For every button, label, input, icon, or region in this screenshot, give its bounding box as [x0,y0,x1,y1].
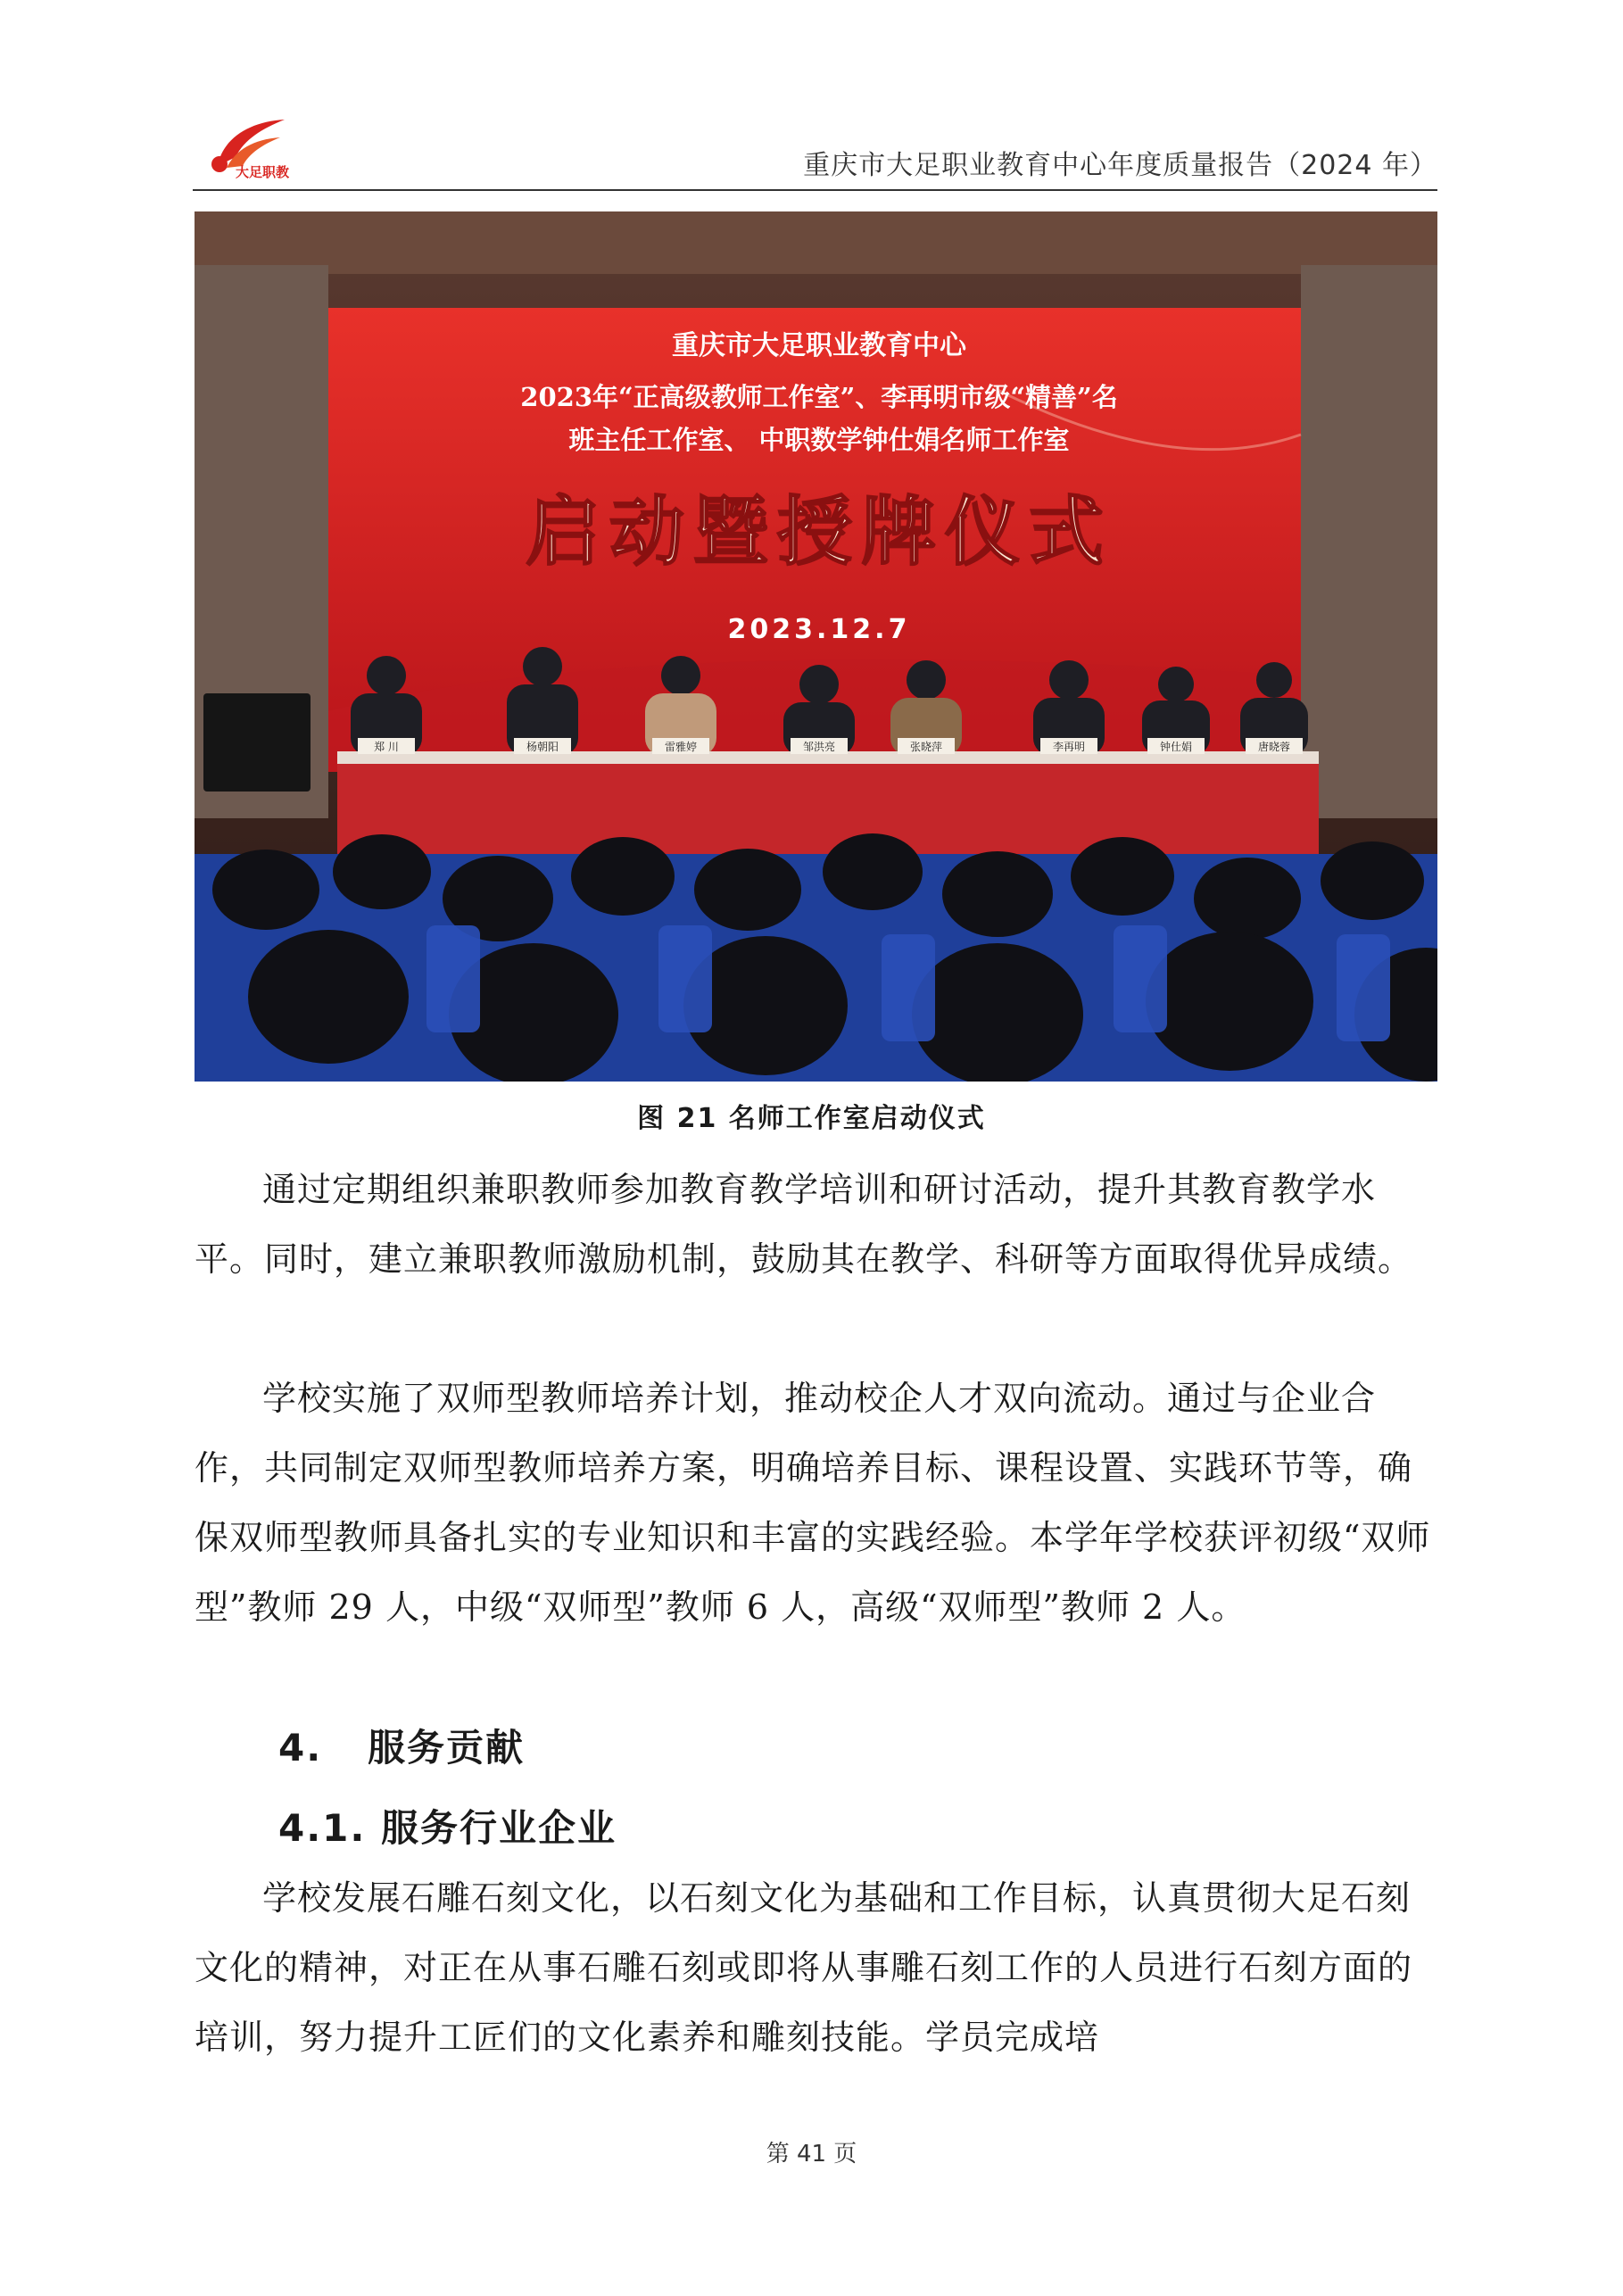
nameplate: 杨朝阳 [526,741,559,753]
school-logo [200,112,298,184]
nameplate: 唐晓蓉 [1257,741,1291,753]
banner-date: 2023.12.7 [727,614,911,645]
paragraph: 学校实施了双师型教师培养计划，推动校企人才双向流动。通过与企业合作，共同制定双师型教师培养方案，明确培养目标、课程设置、实践环节等，确保双师型教师具备扎实的专业知识和丰富的实践经验。本学年学校获评初级“双师型”教师 29 人，中级“双师型”教师 6 人，高级“双师型”教师 2 人。 [195,1379,1431,1627]
nameplate: 张晓萍 [909,741,943,753]
banner-line-1: 重庆市大足职业教育中心 [672,330,966,361]
paragraph: 通过定期组织兼职教师参加教育教学培训和研讨活动，提升其教育教学水平。同时，建立兼职教师激励机制，鼓励其在教学、科研等方面取得优异成绩。 [195,1170,1413,1279]
section-number: 4. [278,1726,323,1770]
section-title: 服务贡献 [368,1726,526,1770]
nameplate: 钟仕娟 [1159,741,1193,753]
banner-line-2: 2023年“正高级教师工作室”、李再明市级“精善”名 [520,382,1118,412]
page-header [193,107,1437,191]
figure-caption: 图 21 名师工作室启动仪式 [637,1103,986,1134]
nameplate: 郑 川 [374,741,399,753]
ceremony-photo [195,211,1437,1082]
svg-text:大足职教: 大足职教 [236,164,290,180]
banner-main-title: 启动暨授牌仪式 [525,487,1114,576]
nameplate: 雷雅婷 [664,741,698,753]
section-heading [278,1719,525,1772]
paragraph: 学校发展石雕石刻文化，以石刻文化为基础和工作目标，认真贯彻大足石刻文化的精神，对正在从事石雕石刻或即将从事雕石刻工作的人员进行石刻方面的培训，努力提升工匠们的文化素养和雕刻技能。学员完成培 [195,1878,1413,2057]
page-number: 第 41 页 [766,2141,857,2168]
nameplate: 李再明 [1052,741,1086,753]
report-title: 重庆市大足职业教育中心年度质量报告（2024 年） [803,150,1437,181]
nameplate: 邹洪亮 [802,741,836,753]
subsection-heading: 4.1. 服务行业企业 [278,1806,617,1850]
banner-line-3: 班主任工作室、 中职数学钟仕娟名师工作室 [568,425,1070,455]
